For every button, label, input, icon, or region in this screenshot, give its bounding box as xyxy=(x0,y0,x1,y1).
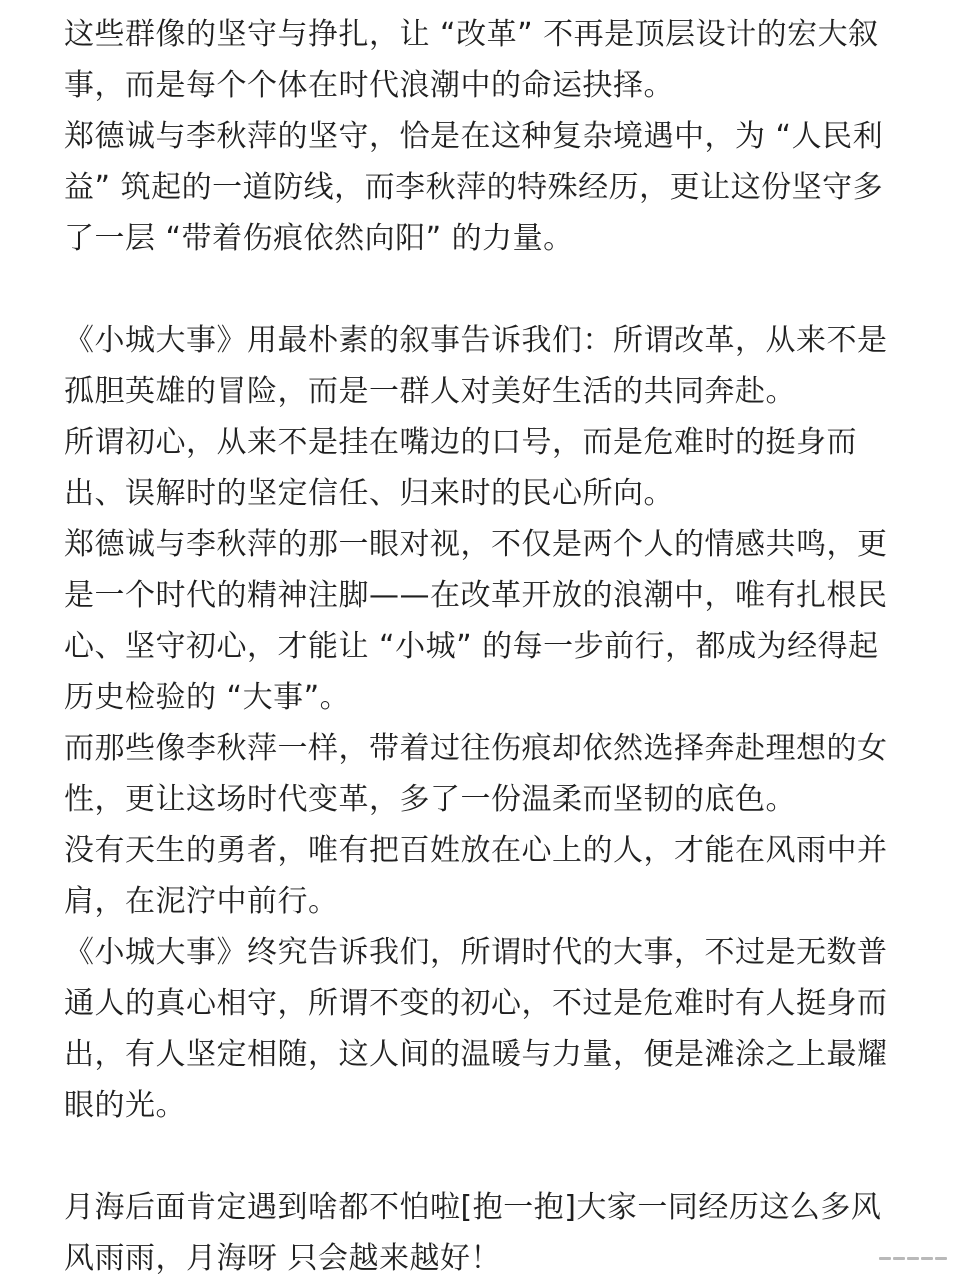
paragraph-4: 所谓初心，从来不是挂在嘴边的口号，而是危难时的挺身而出、误解时的坚定信任、归来时的民心所向。 xyxy=(64,425,857,511)
watermark-mark xyxy=(921,1257,933,1260)
watermark-mark xyxy=(935,1257,947,1260)
paragraph-3: 《小城大事》用最朴素的叙事告诉我们：所谓改革，从来不是孤胆英雄的冒险，而是一群人对美好生活的共同奔赴。 xyxy=(64,323,888,409)
watermark-signature xyxy=(879,1257,947,1260)
paragraph-7: 没有天生的勇者，唯有把百姓放在心上的人，才能在风雨中并肩，在泥泞中前行。 xyxy=(64,833,888,919)
paragraph-1: 这些群像的坚守与挣扎，让 “改革” 不再是顶层设计的宏大叙事，而是每个个体在时代浪潮中的命运抉择。 xyxy=(64,17,879,103)
paragraph-5: 郑德诚与李秋萍的那一眼对视，不仅是两个人的情感共鸣，更是一个时代的精神注脚——在改革开放的浪潮中，唯有扎根民心、坚守初心，才能让 “小城” 的每一步前行，都成为经得起历史检验的 “大事”。 xyxy=(64,527,888,715)
watermark-mark xyxy=(893,1257,905,1260)
paragraph-6: 而那些像李秋萍一样，带着过往伤痕却依然选择奔赴理想的女性，更让这场时代变革，多了一份温柔而坚韧的底色。 xyxy=(64,731,888,817)
paragraph-8: 《小城大事》终究告诉我们，所谓时代的大事，不过是无数普通人的真心相守，所谓不变的初心，不过是危难时有人挺身而出，有人坚定相随，这人间的温暖与力量，便是滩涂之上最耀眼的光。 xyxy=(64,935,888,1123)
watermark-mark xyxy=(907,1257,919,1260)
paragraph-2: 郑德诚与李秋萍的坚守，恰是在这种复杂境遇中，为 “人民利益” 筑起的一道防线，而李秋萍的特殊经历，更让这份坚守多了一层 “带着伤痕依然向阳” 的力量。 xyxy=(64,119,884,256)
watermark-mark xyxy=(879,1257,891,1260)
paragraph-9: 月海后面肯定遇到啥都不怕啦[抱一抱]大家一同经历这么多风风雨雨，月海呀 只会越来越好！ xyxy=(64,1190,882,1276)
article-body xyxy=(64,9,894,1284)
